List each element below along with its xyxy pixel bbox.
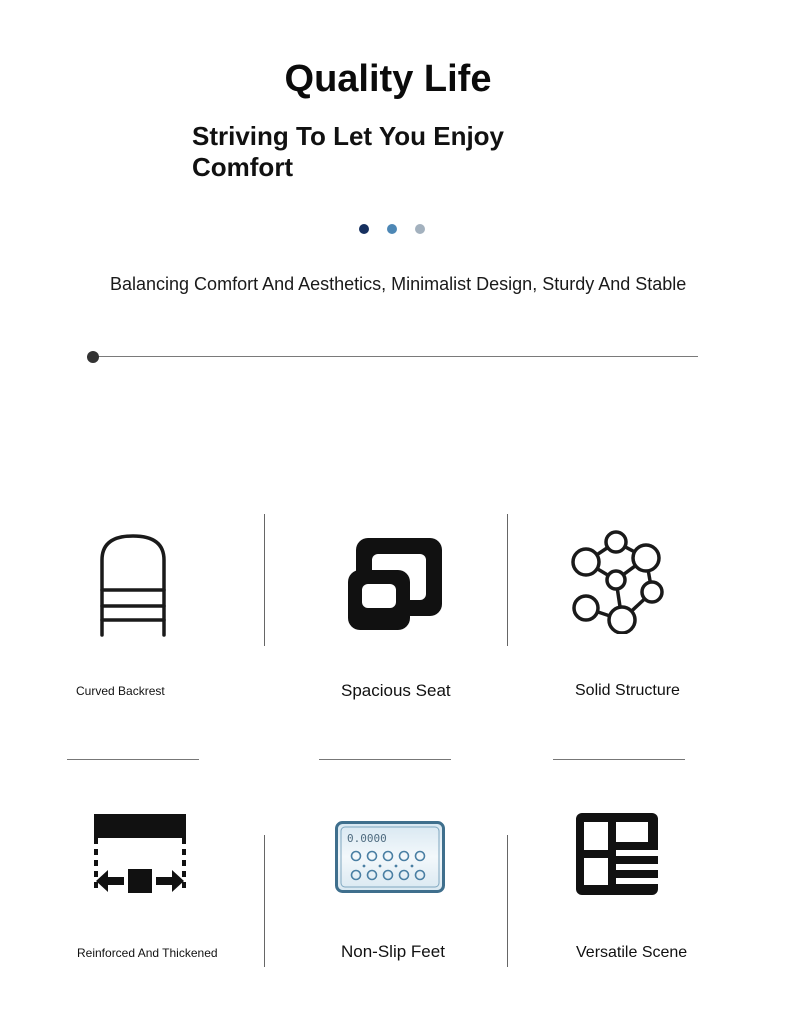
page-title: Quality Life xyxy=(284,58,492,100)
feature-label-solid-structure: Solid Structure xyxy=(575,682,680,699)
feature-label-versatile-scene: Versatile Scene xyxy=(576,944,688,961)
row-divider xyxy=(67,759,199,760)
non-slip-icon xyxy=(335,821,445,893)
slider-handle[interactable] xyxy=(87,351,99,363)
column-divider xyxy=(264,835,265,967)
non-slip-icon-text: 0.0000 xyxy=(347,832,387,845)
carousel-dot-1[interactable] xyxy=(359,224,369,234)
row-divider xyxy=(553,759,685,760)
row-divider xyxy=(319,759,451,760)
feature-label-non-slip-feet: Non-Slip Feet xyxy=(341,942,445,961)
layout-icon xyxy=(576,813,658,895)
column-divider xyxy=(264,514,265,646)
seat-icon xyxy=(348,536,444,632)
carousel-dot-3[interactable] xyxy=(415,224,425,234)
page-subtitle: Striving To Let You Enjoy Comfort xyxy=(192,121,505,182)
column-divider xyxy=(507,835,508,967)
feature-label-curved-backrest: Curved Backrest xyxy=(76,684,165,698)
slider-track[interactable] xyxy=(92,356,698,357)
structure-icon xyxy=(566,528,668,634)
column-divider xyxy=(507,514,508,646)
feature-label-spacious-seat: Spacious Seat xyxy=(341,681,451,700)
chair-icon xyxy=(96,532,170,640)
feature-label-reinforced-and-thickened: Reinforced And Thickened xyxy=(77,946,218,960)
carousel-dot-2[interactable] xyxy=(387,224,397,234)
expand-icon xyxy=(92,813,188,895)
tagline: Balancing Comfort And Aesthetics, Minimalist Design, Sturdy And Stable xyxy=(110,274,687,294)
